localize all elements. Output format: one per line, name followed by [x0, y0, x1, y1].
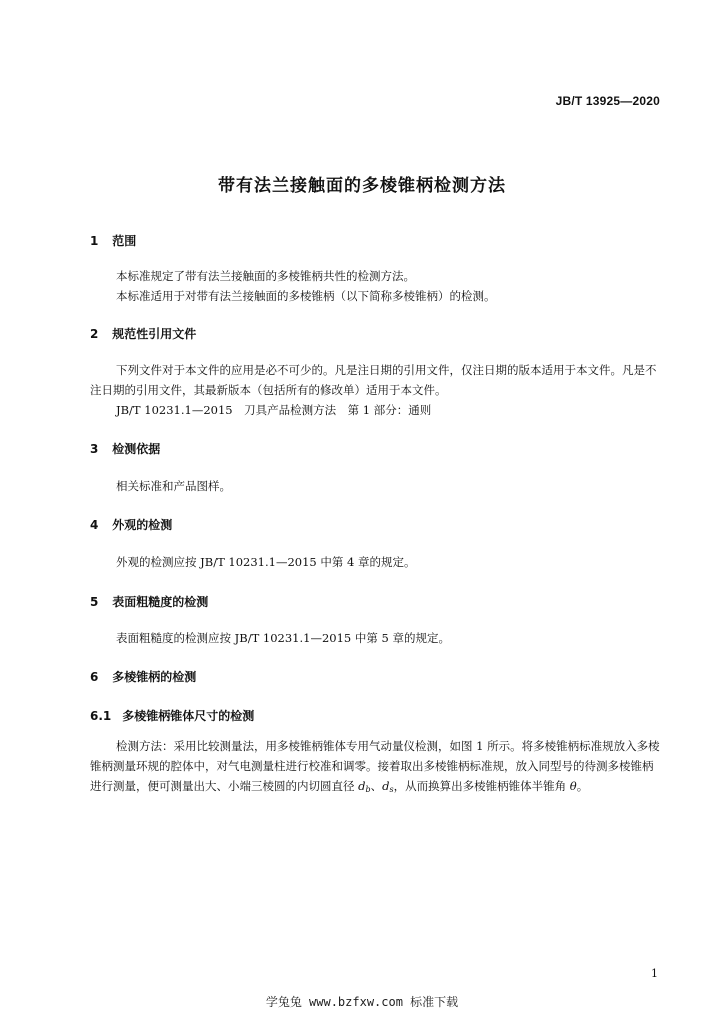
section-number: 5 [90, 595, 99, 609]
section-number: 2 [90, 327, 99, 341]
section-heading-5 [90, 593, 208, 610]
variable-d: d [382, 779, 390, 793]
section-title: 范围 [112, 234, 137, 248]
section-title: 多棱锥柄锥体尺寸的检测 [122, 709, 255, 723]
section-title: 规范性引用文件 [112, 327, 197, 341]
section-number: 3 [90, 442, 99, 456]
subsection-heading-6-1 [90, 707, 254, 724]
section-number: 4 [90, 518, 99, 532]
section-title: 多棱锥柄的检测 [112, 670, 197, 684]
section-heading-2 [90, 325, 196, 342]
section-title: 检测依据 [112, 442, 161, 456]
page-number: 1 [651, 967, 658, 980]
document-title: 带有法兰接触面的多棱锥柄检测方法 [218, 176, 506, 196]
section-heading-4 [90, 516, 172, 533]
paragraph-text: 。 [576, 779, 589, 793]
reference-item: JB/T 10231.1—2015 刀具产品检测方法 第 1 部分：通则 [116, 403, 432, 417]
paragraph: 本标准适用于对带有法兰接触面的多棱锥柄（以下简称多棱锥柄）的检测。 [116, 289, 496, 303]
section-heading-6 [90, 668, 196, 685]
footer-watermark: 学兔兔 www.bzfxw.com 标准下载 [265, 995, 459, 1009]
paragraph: 下列文件对于本文件的应用是必不可少的。凡是注日期的引用文件，仅注日期的版本适用于本文件。凡是不注日期的引用文件，其最新版本（包括所有的修改单）适用于本文件。 [90, 363, 657, 397]
paragraph: 本标准规定了带有法兰接触面的多棱锥柄共性的检测方法。 [116, 269, 415, 283]
section-number: 6 [90, 670, 99, 684]
paragraph-text: ，从而换算出多棱锥柄锥体半锥角 [393, 779, 570, 793]
standard-code: JB/T 13925—2020 [555, 94, 660, 108]
subscript-s: s [389, 785, 394, 794]
subscript-b: b [365, 785, 371, 794]
paragraph-text: 检测方法：采用比较测量法，用多棱锥柄锥体专用气动量仪检测，如图 1 所示。将多棱锥柄标准规放入多棱锥柄测量环规的腔体中，对气电测量柱进行校准和调零。接着取出多棱锥柄标准规，放入同型号的待测多棱锥柄进行测量，便可测量出大、小端三棱圆的内切圆直径 [90, 739, 660, 793]
paragraph: 外观的检测应按 JB/T 10231.1—2015 中第 4 章的规定。 [116, 555, 416, 569]
paragraph-6-1 [90, 736, 660, 800]
variable-d: d [358, 779, 366, 793]
separator: 、 [370, 779, 383, 793]
section-number: 6.1 [90, 709, 112, 723]
paragraph: 表面粗糙度的检测应按 JB/T 10231.1—2015 中第 5 章的规定。 [116, 631, 451, 645]
section-heading-3 [90, 440, 160, 457]
section-heading-1 [90, 232, 136, 249]
variable-theta: θ [569, 779, 577, 793]
section-title: 外观的检测 [112, 518, 173, 532]
section-title: 表面粗糙度的检测 [112, 595, 209, 609]
section-number: 1 [90, 234, 99, 248]
paragraph: 相关标准和产品图样。 [116, 479, 231, 493]
